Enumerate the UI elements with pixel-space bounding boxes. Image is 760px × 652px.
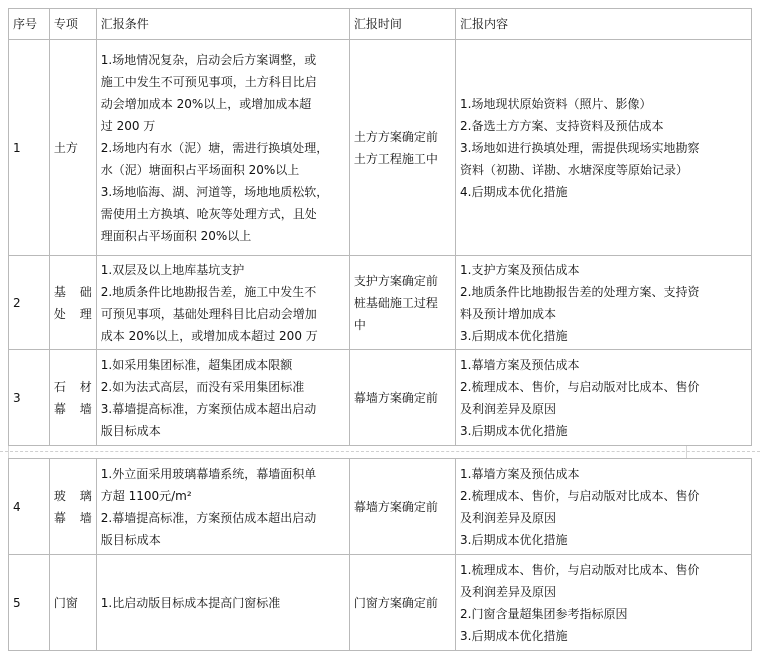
time-line: 桩基础施工过程	[353, 295, 438, 310]
time-cell	[349, 350, 455, 446]
item-cell	[49, 256, 96, 350]
condition-line: 施工中发生不可预见事项，土方科目比启	[100, 74, 317, 89]
content-cell	[456, 459, 752, 555]
item-cell	[49, 555, 96, 651]
item-line: 玻璃	[53, 488, 92, 503]
condition-line: 3.场地临海、湖、河道等，场地地质松软，	[100, 184, 329, 199]
content-line: 2.备选土方方案、支持资料及预估成本	[460, 118, 664, 133]
condition-line: 1.双层及以上地库基坑支护	[100, 262, 245, 277]
condition-line: 3.幕墙提高标准，方案预估成本超出启动	[100, 401, 317, 416]
conditions-cell	[96, 256, 349, 350]
item-line: 基础	[53, 284, 92, 299]
item-cell	[49, 40, 96, 256]
page-break	[0, 446, 760, 458]
content-line: 3.后期成本优化措施	[460, 423, 568, 438]
row-number: 2	[9, 256, 50, 350]
content-line: 2.门窗含量超集团参考指标原因	[460, 606, 628, 621]
content-cell	[456, 350, 752, 446]
content-line: 1.幕墙方案及预估成本	[460, 466, 580, 481]
content-line: 2.地质条件比地勘报告差的处理方案、支持资	[460, 284, 700, 299]
page-break-tick	[686, 446, 687, 458]
time-line: 门窗方案确定前	[353, 595, 438, 610]
conditions-cell	[96, 459, 349, 555]
row-number: 1	[9, 40, 50, 256]
time-line: 幕墙方案确定前	[353, 499, 438, 514]
content-line: 及利润差异及原因	[460, 584, 557, 599]
time-line: 支护方案确定前	[353, 273, 438, 288]
time-cell	[349, 459, 455, 555]
time-line: 土方工程施工中	[353, 151, 438, 166]
row-number: 3	[9, 350, 50, 446]
report-table-part-1	[8, 8, 752, 446]
content-line: 2.梳理成本、售价，与启动版对比成本、售价	[460, 488, 700, 503]
table-row	[9, 256, 752, 350]
content-line: 1.场地现状原始资料（照片、影像）	[460, 96, 652, 111]
condition-line: 2.地质条件比地勘报告差，施工中发生不	[100, 284, 317, 299]
row-number: 5	[9, 555, 50, 651]
report-table-part-2	[8, 458, 752, 651]
item-cell	[49, 459, 96, 555]
condition-line: 版目标成本	[100, 423, 161, 438]
header-cell-content: 汇报内容	[456, 9, 752, 40]
table-header-row	[9, 9, 752, 40]
condition-line: 2.场地内有水（泥）塘，需进行换填处理，	[100, 140, 329, 155]
item-line: 土方	[53, 140, 78, 155]
time-line: 中	[353, 317, 366, 332]
condition-line: 成本 20%以上，或增加成本超过 200 万	[100, 328, 318, 343]
page-break-tick	[8, 446, 9, 458]
item-line: 门窗	[53, 595, 78, 610]
item-cell	[49, 350, 96, 446]
item-line: 幕墙	[53, 510, 92, 525]
time-cell	[349, 40, 455, 256]
item-line: 处理	[53, 306, 92, 321]
content-line: 3.后期成本优化措施	[460, 532, 568, 547]
condition-line: 水（泥）塘面积占平场面积 20%以上	[100, 162, 300, 177]
condition-line: 动会增加成本 20%以上，或增加成本超	[100, 96, 312, 111]
header-cell-no: 序号	[9, 9, 50, 40]
row-number: 4	[9, 459, 50, 555]
item-line: 石材	[53, 379, 92, 394]
condition-line: 方超 1100元/m²	[100, 488, 192, 503]
condition-line: 1.外立面采用玻璃幕墙系统，幕墙面积单	[100, 466, 317, 481]
time-cell	[349, 256, 455, 350]
time-line: 土方方案确定前	[353, 129, 438, 144]
condition-line: 1.比启动版目标成本提高门窗标准	[100, 595, 281, 610]
content-line: 2.梳理成本、售价，与启动版对比成本、售价	[460, 379, 700, 394]
content-line: 料及预计增加成本	[460, 306, 557, 321]
content-line: 3.场地如进行换填处理，需提供现场实地勘察	[460, 140, 700, 155]
content-line: 3.后期成本优化措施	[460, 628, 568, 643]
content-line: 1.支护方案及预估成本	[460, 262, 580, 277]
content-line: 1.幕墙方案及预估成本	[460, 357, 580, 372]
conditions-cell	[96, 350, 349, 446]
condition-line: 1.如采用集团标准，超集团成本限额	[100, 357, 293, 372]
condition-line: 1.场地情况复杂，启动会后方案调整，或	[100, 52, 317, 67]
time-line: 幕墙方案确定前	[353, 390, 438, 405]
condition-line: 版目标成本	[100, 532, 161, 547]
time-cell	[349, 555, 455, 651]
condition-line: 过 200 万	[100, 118, 156, 133]
condition-line: 2.如为法式高层，而没有采用集团标准	[100, 379, 305, 394]
content-line: 及利润差异及原因	[460, 510, 557, 525]
header-cell-conditions: 汇报条件	[96, 9, 349, 40]
content-cell	[456, 40, 752, 256]
content-line: 4.后期成本优化措施	[460, 184, 568, 199]
content-cell	[456, 555, 752, 651]
content-line: 1.梳理成本、售价，与启动版对比成本、售价	[460, 562, 700, 577]
content-line: 及利润差异及原因	[460, 401, 557, 416]
condition-line: 需使用土方换填、呛灰等处理方式，且处	[100, 206, 317, 221]
content-line: 资料（初勘、详勘、水塘深度等原始记录）	[460, 162, 689, 177]
conditions-cell	[96, 40, 349, 256]
condition-line: 理面积占平场面积 20%以上	[100, 228, 252, 243]
header-cell-item: 专项	[49, 9, 96, 40]
content-line: 3.后期成本优化措施	[460, 328, 568, 343]
content-cell	[456, 256, 752, 350]
item-line: 幕墙	[53, 401, 92, 416]
conditions-cell	[96, 555, 349, 651]
table-row	[9, 555, 752, 651]
header-cell-time: 汇报时间	[349, 9, 455, 40]
condition-line: 可预见事项，基础处理科目比启动会增加	[100, 306, 317, 321]
table-row	[9, 459, 752, 555]
table-row	[9, 40, 752, 256]
table-row	[9, 350, 752, 446]
condition-line: 2.幕墙提高标准，方案预估成本超出启动	[100, 510, 317, 525]
